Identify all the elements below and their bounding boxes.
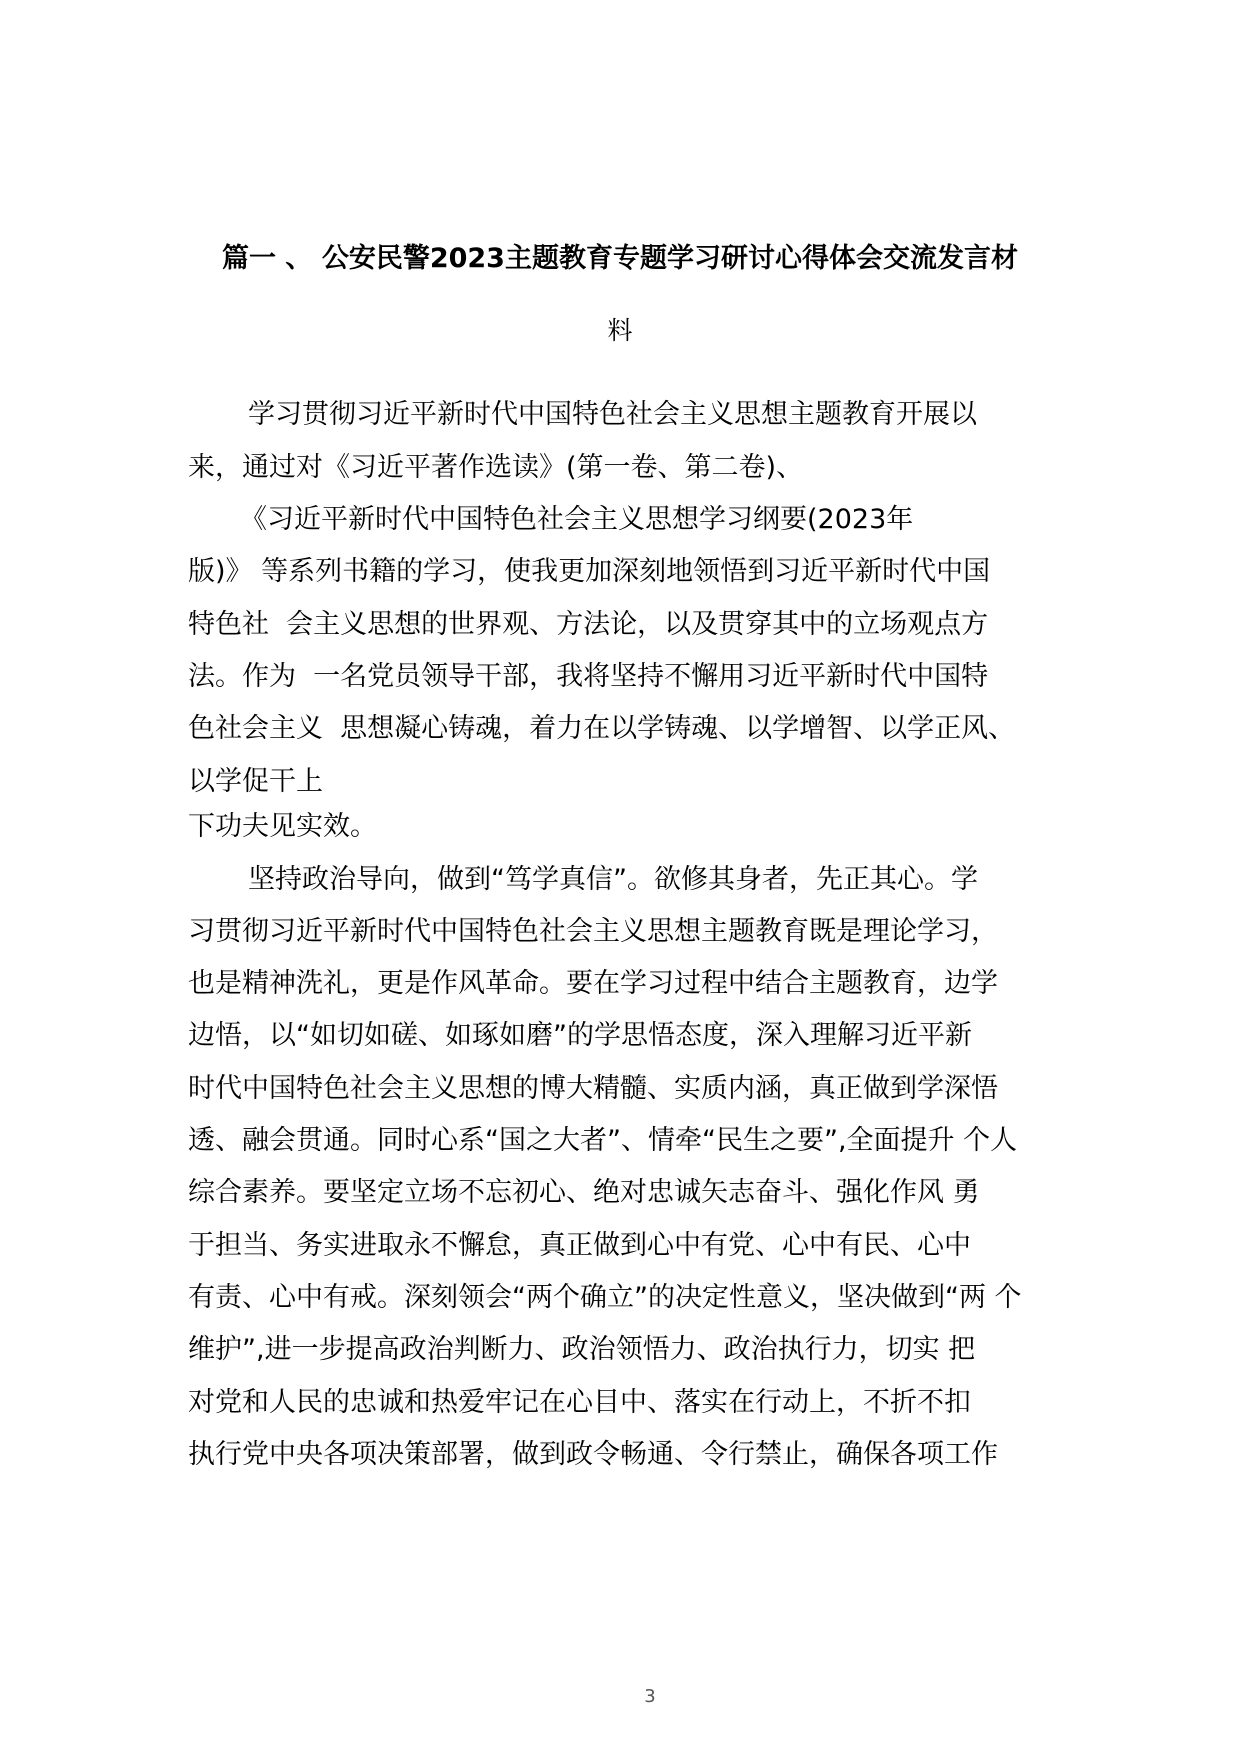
body-line-7: 色社会主义 思想凝心铸魂，着力在以学铸魂、以学增智、以学正风、 (188, 713, 1016, 744)
body-line-2: 来，通过对《习近平著作选读》(第一卷、第二卷)、 (188, 452, 804, 483)
body-line-15: 透、融会贯通。同时心系“国之大者”、情牵“民生之要”,全面提升 个人 (188, 1125, 1018, 1156)
document-title-line-2: 料 (607, 316, 633, 345)
body-line-21: 执行党中央各项决策部署，做到政令畅通、令行禁止，确保各项工作 (188, 1439, 998, 1470)
body-line-20: 对党和人民的忠诚和热爱牢记在心目中、落实在行动上，不折不扣 (188, 1387, 971, 1418)
body-line-18: 有责、心中有戒。深刻领会“两个确立”的决定性意义，坚决做到“两 个 (188, 1282, 1022, 1313)
body-line-17: 于担当、务实进取永不懈怠，真正做到心中有党、心中有民、心中 (188, 1230, 971, 1261)
body-line-4: 版)》 等系列书籍的学习，使我更加深刻地领悟到习近平新时代中国 (188, 556, 991, 587)
page-number: 3 (644, 1686, 656, 1707)
body-line-19: 维护”,进一步提高政治判断力、政治领悟力、政治执行力，切实 把 (188, 1334, 976, 1365)
body-line-3: 《习近平新时代中国特色社会主义思想学习纲要(2023年 (240, 504, 914, 535)
body-line-16: 综合素养。要坚定立场不忘初心、绝对忠诚矢志奋斗、强化作风 勇 (188, 1177, 980, 1208)
body-line-13: 边悟，以“如切如磋、如琢如磨”的学思悟态度，深入理解习近平新 (188, 1020, 972, 1051)
body-line-1: 学习贯彻习近平新时代中国特色社会主义思想主题教育开展以 (248, 399, 977, 430)
body-line-6: 法。作为 一名党员领导干部，我将坚持不懈用习近平新时代中国特 (188, 661, 989, 692)
body-line-11: 习贯彻习近平新时代中国特色社会主义思想主题教育既是理论学习， (188, 916, 998, 947)
body-line-14: 时代中国特色社会主义思想的博大精髓、实质内涵，真正做到学深悟 (188, 1073, 998, 1104)
document-title-line-1: 篇一 、 公安民警2023主题教育专题学习研讨心得体会交流发言材 (222, 243, 1018, 274)
body-line-9: 下功夫见实效。 (188, 811, 377, 842)
body-line-8: 以学促干上 (188, 766, 323, 797)
body-line-12: 也是精神洗礼，更是作风革命。要在学习过程中结合主题教育，边学 (188, 968, 998, 999)
body-line-5: 特色社 会主义思想的世界观、方法论，以及贯穿其中的立场观点方 (188, 609, 989, 640)
body-line-10: 坚持政治导向，做到“笃学真信”。欲修其身者，先正其心。学 (248, 864, 978, 895)
